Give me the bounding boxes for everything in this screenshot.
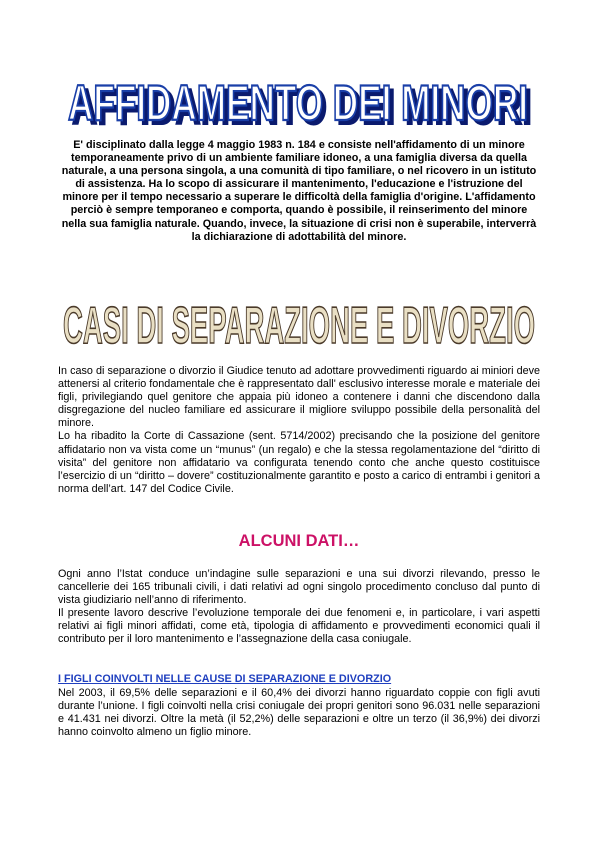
title-wordart-affidamento [58, 66, 538, 134]
subheading-figli-coinvolti: I FIGLI COINVOLTI NELLE CAUSE DI SEPARAZIONE E DIVORZIO [58, 673, 392, 685]
dati-section [58, 568, 540, 647]
title-wordart-shadow: AFFIDAMENTO DEI MINORI [72, 79, 532, 134]
figli-section [58, 687, 540, 739]
dati-paragraph-2: Il presente lavoro descrive l’evoluzione temporale dei due fenomeni e, in particolare, i vari aspetti relativi ai figli minori affidati, come età, tipologia di affidamento e provvedimenti economici quali il contributo per il loro mantenimento e l’assegnazione della casa coniugale. [58, 607, 540, 646]
title-wordart-text: AFFIDAMENTO DEI MINORI [68, 75, 528, 131]
figli-paragraph-1: Nel 2003, il 69,5% delle separazioni e il 60,4% dei divorzi hanno riguardato coppie con figli avuti durante l’unione. I figli coinvolti nella crisi coniugale dei propri genitori sono 96.031 nelle separazioni e 41.431 nei divorzi. Oltre la metà (il 52,2%) delle separazioni e oltre un terzo (il 36,9%) dei divorzi hanno coinvolto almeno un figlio minore. [58, 687, 540, 739]
heading-alcuni-dati: ALCUNI DATI… [238, 532, 360, 550]
separation-paragraph-2: Lo ha ribadito la Corte di Cassazione (sent. 5714/2002) precisando che la posizione del genitore affidatario non va vista come un “munus” (un regalo) e che la stessa regolamentazione del “diritto di visita” del genitore non affidatario va configurata tenendo conto che anche questo costituisce l’esercizio di un “diritto – dovere” costituzionalmente garantito e posto a carico di entrambi i genitori a norma dell’art. 147 del Codice Civile. [58, 430, 540, 495]
separation-paragraph-1: In caso di separazione o divorzio il Giudice tenuto ad adottare provvedimenti riguardo ai miniori deve attenersi al criterio fondamentale che è rappresentato dall' esclusivo interesse morale e materiale dei figli, privilegiando quel genitore che appaia più idoneo a contenere i danni che discendono dalla disgregazione del nucleo familiare ed assicurare il migliore sviluppo possibile della personalità del minore. [58, 365, 540, 430]
separation-section [58, 365, 540, 496]
title2-wordart-text: CASI DI SEPARAZIONE E DIVORZIO [63, 297, 535, 355]
title-wordart-separazione [55, 283, 540, 355]
intro-paragraph: E' disciplinato dalla legge 4 maggio 1983 n. 184 e consiste nell'affidamento di un minore temporaneamente privo di un ambiente familiare idoneo, a una famiglia diversa da quella naturale, a una persona singola, a una comunità di tipo familiare, o nel ricovero in un istituto di assistenza. Ha lo scopo di assicurare il mantenimento, l'educazione e l'istruzione del minore per il tempo necessario a superare le difficoltà della famiglia d'origine. L'affidamento perciò è sempre temporaneo e comporta, quando è possibile, il reinserimento del minore nella sua famiglia naturale. Quando, invece, la situazione di crisi non è superabile, interverrà la dichiarazione di adottabilità del minore. [61, 139, 537, 243]
dati-paragraph-1: Ogni anno l’Istat conduce un’indagine sulle separazioni e una sui divorzi rilevando, presso le cancellerie dei 165 tribunali civili, i dati relativi ad ogni singolo procedimento concluso dal punto di vista giudiziario nell’anno di riferimento. [58, 568, 540, 607]
